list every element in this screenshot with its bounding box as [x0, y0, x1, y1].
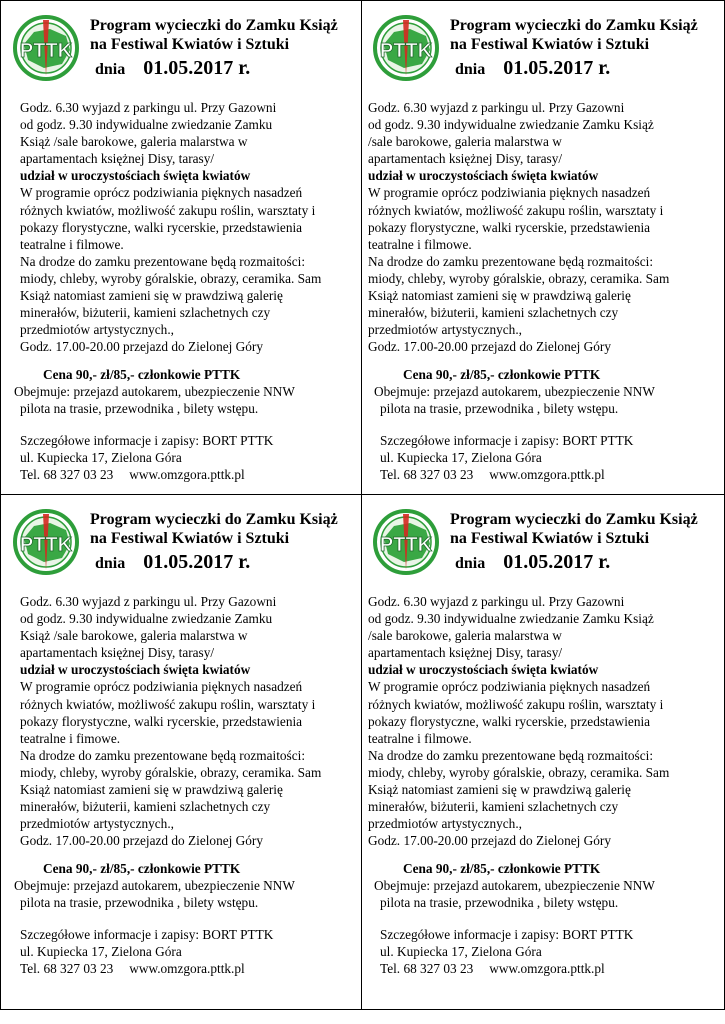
program-line: Książ natomiast zamieni się w prawdziwą galerię — [368, 288, 631, 304]
includes-line-2: pilota na trasie, przewodnika , bilety wstępu. — [20, 401, 259, 416]
flyer-3 — [0, 494, 361, 988]
info-line-1: Szczegółowe informacje i zapisy: BORT PTTK — [20, 433, 274, 448]
program-line: Godz. 17.00-20.00 przejazd do Zielonej Góry — [368, 833, 611, 849]
program-line: Godz. 6.30 wyjazd z parkingu ul. Przy Gazowni — [368, 594, 625, 609]
info-line-2: ul. Kupiecka 17, Zielona Góra — [380, 944, 542, 959]
date-value: 01.05.2017 r. — [503, 551, 611, 573]
program-line: Godz. 6.30 wyjazd z parkingu ul. Przy Gazowni — [20, 100, 277, 115]
trip-date — [95, 57, 250, 80]
program-line: różnych kwiatów, możliwość zakupu roślin, warsztaty i — [368, 202, 664, 218]
program-line: przedmiotów artystycznych., — [20, 322, 174, 338]
border-bottom — [0, 1009, 725, 1010]
program-line: miody, chleby, wyroby góralskie, obrazy, ceramika. Sam — [368, 270, 670, 286]
program-highlight: udział w uroczystościach święta kwiatów — [20, 168, 251, 184]
program-line: Książ /sale barokowe, galeria malarstwa w — [20, 628, 248, 644]
contact-info — [380, 432, 633, 483]
program-line: W programie oprócz podziwiania pięknych nasadzeń — [368, 185, 651, 201]
logo-text: PTTK — [379, 534, 433, 556]
title-line-2: na Festiwal Kwiatów i Sztuki — [90, 36, 290, 53]
program-line: pokazy florystyczne, walki rycerskie, przedstawienia — [368, 219, 651, 235]
phone-number: Tel. 68 327 03 23 — [20, 467, 114, 482]
flyer-1 — [0, 0, 361, 494]
pttk-logo-icon — [10, 14, 82, 82]
program-line: od godz. 9.30 indywidualne zwiedzanie Zamku — [20, 611, 273, 627]
title-line-2: na Festiwal Kwiatów i Sztuki — [450, 36, 650, 53]
program-line: W programie oprócz podziwiania pięknych nasadzeń — [20, 185, 303, 201]
includes — [374, 383, 655, 417]
program-line: /sale barokowe, galeria malarstwa w — [368, 134, 562, 150]
phone-number: Tel. 68 327 03 23 — [380, 467, 474, 482]
program-line: różnych kwiatów, możliwość zakupu roślin, warsztaty i — [20, 696, 316, 712]
program-line: minerałów, biżuterii, kamieni szlachetnych czy — [368, 799, 619, 815]
program-line: Na drodze do zamku prezentowane będą rozmaitości: — [20, 253, 306, 269]
phone-number: Tel. 68 327 03 23 — [20, 961, 114, 976]
date-value: 01.05.2017 r. — [143, 551, 251, 573]
info-line-2: ul. Kupiecka 17, Zielona Góra — [20, 450, 182, 465]
website-link[interactable]: www.omzgora.pttk.pl — [129, 467, 245, 482]
includes-line-1: Obejmuje: przejazd autokarem, ubezpieczenie NNW — [374, 878, 655, 893]
program-line: Na drodze do zamku prezentowane będą rozmaitości: — [20, 747, 306, 763]
program-body — [20, 593, 360, 849]
pttk-logo-icon — [10, 508, 82, 576]
program-line: apartamentach księżnej Disy, tarasy/ — [20, 645, 215, 661]
includes — [14, 383, 295, 417]
program-line: od godz. 9.30 indywidualne zwiedzanie Zamku Książ — [368, 611, 654, 627]
contact-info — [20, 432, 273, 483]
program-line: miody, chleby, wyroby góralskie, obrazy, ceramika. Sam — [368, 764, 670, 780]
program-line: Godz. 17.00-20.00 przejazd do Zielonej Góry — [20, 833, 263, 849]
program-line: Książ natomiast zamieni się w prawdziwą galerię — [20, 288, 283, 304]
program-line: minerałów, biżuterii, kamieni szlachetnych czy — [20, 799, 271, 815]
program-line: Godz. 17.00-20.00 przejazd do Zielonej Góry — [368, 339, 611, 355]
program-body — [368, 593, 708, 849]
program-line: minerałów, biżuterii, kamieni szlachetnych czy — [20, 305, 271, 321]
date-label: dnia — [95, 555, 126, 572]
program-line: teatralne i filmowe. — [368, 236, 472, 252]
program-line: różnych kwiatów, możliwość zakupu roślin, warsztaty i — [368, 696, 664, 712]
program-line: pokazy florystyczne, walki rycerskie, przedstawienia — [20, 219, 303, 235]
logo-text: PTTK — [19, 40, 73, 62]
price-line: Cena 90,- zł/85,- członkowie PTTK — [43, 861, 241, 876]
includes-line-1: Obejmuje: przejazd autokarem, ubezpieczenie NNW — [14, 878, 295, 893]
program-body — [20, 99, 360, 355]
title-line-1: Program wycieczki do Zamku Książ — [90, 17, 338, 34]
flyer-title — [90, 510, 360, 548]
date-label: dnia — [455, 555, 486, 572]
program-line: teatralne i filmowe. — [368, 730, 472, 746]
title-line-2: na Festiwal Kwiatów i Sztuki — [450, 530, 650, 547]
price-line: Cena 90,- zł/85,- członkowie PTTK — [43, 367, 241, 382]
website-link[interactable]: www.omzgora.pttk.pl — [489, 961, 605, 976]
price-line: Cena 90,- zł/85,- członkowie PTTK — [403, 367, 601, 382]
info-line-1: Szczegółowe informacje i zapisy: BORT PTTK — [20, 927, 274, 942]
includes — [14, 877, 295, 911]
contact-info — [20, 926, 273, 977]
program-line: apartamentach księżnej Disy, tarasy/ — [368, 151, 563, 167]
program-line: pokazy florystyczne, walki rycerskie, przedstawienia — [368, 713, 651, 729]
title-line-1: Program wycieczki do Zamku Książ — [450, 17, 698, 34]
program-line: apartamentach księżnej Disy, tarasy/ — [20, 151, 215, 167]
trip-date — [95, 551, 250, 574]
program-line: od godz. 9.30 indywidualne zwiedzanie Zamku Książ — [368, 117, 654, 133]
program-line: Książ /sale barokowe, galeria malarstwa w — [20, 134, 248, 150]
flyer-4 — [360, 494, 721, 988]
info-line-1: Szczegółowe informacje i zapisy: BORT PTTK — [380, 927, 634, 942]
program-line: apartamentach księżnej Disy, tarasy/ — [368, 645, 563, 661]
program-line: W programie oprócz podziwiania pięknych nasadzeń — [20, 679, 303, 695]
program-line: Godz. 17.00-20.00 przejazd do Zielonej Góry — [20, 339, 263, 355]
program-line: pokazy florystyczne, walki rycerskie, przedstawienia — [20, 713, 303, 729]
program-line: od godz. 9.30 indywidualne zwiedzanie Zamku — [20, 117, 273, 133]
program-line: Książ natomiast zamieni się w prawdziwą galerię — [368, 782, 631, 798]
includes-line-2: pilota na trasie, przewodnika , bilety wstępu. — [380, 895, 619, 910]
price-line: Cena 90,- zł/85,- członkowie PTTK — [403, 861, 601, 876]
includes — [374, 877, 655, 911]
title-line-1: Program wycieczki do Zamku Książ — [90, 511, 338, 528]
date-label: dnia — [455, 61, 486, 78]
flyer-title — [450, 16, 720, 54]
flyer-title — [450, 510, 720, 548]
program-line: przedmiotów artystycznych., — [368, 322, 522, 338]
program-highlight: udział w uroczystościach święta kwiatów — [368, 662, 599, 678]
title-line-1: Program wycieczki do Zamku Książ — [450, 511, 698, 528]
includes-line-2: pilota na trasie, przewodnika , bilety wstępu. — [20, 895, 259, 910]
program-line: różnych kwiatów, możliwość zakupu roślin, warsztaty i — [20, 202, 316, 218]
contact-info — [380, 926, 633, 977]
program-line: miody, chleby, wyroby góralskie, obrazy, ceramika. Sam — [20, 764, 322, 780]
flyer-title — [90, 16, 360, 54]
info-line-2: ul. Kupiecka 17, Zielona Góra — [20, 944, 182, 959]
program-line: przedmiotów artystycznych., — [368, 816, 522, 832]
date-value: 01.05.2017 r. — [503, 57, 611, 79]
info-line-1: Szczegółowe informacje i zapisy: BORT PTTK — [380, 433, 634, 448]
logo-text: PTTK — [19, 534, 73, 556]
program-line: minerałów, biżuterii, kamieni szlachetnych czy — [368, 305, 619, 321]
pttk-logo-icon — [370, 508, 442, 576]
program-line: teatralne i filmowe. — [20, 236, 124, 252]
website-link[interactable]: www.omzgora.pttk.pl — [489, 467, 605, 482]
program-highlight: udział w uroczystościach święta kwiatów — [368, 168, 599, 184]
logo-text: PTTK — [379, 40, 433, 62]
includes-line-1: Obejmuje: przejazd autokarem, ubezpieczenie NNW — [14, 384, 295, 399]
website-link[interactable]: www.omzgora.pttk.pl — [129, 961, 245, 976]
contact-line — [380, 960, 633, 977]
program-line: przedmiotów artystycznych., — [20, 816, 174, 832]
program-line: Godz. 6.30 wyjazd z parkingu ul. Przy Gazowni — [20, 594, 277, 609]
pttk-logo-icon — [370, 14, 442, 82]
program-line: W programie oprócz podziwiania pięknych nasadzeń — [368, 679, 651, 695]
date-label: dnia — [95, 61, 126, 78]
contact-line — [20, 960, 273, 977]
program-body — [368, 99, 708, 355]
includes-line-2: pilota na trasie, przewodnika , bilety wstępu. — [380, 401, 619, 416]
title-line-2: na Festiwal Kwiatów i Sztuki — [90, 530, 290, 547]
flyer-2 — [360, 0, 721, 494]
includes-line-1: Obejmuje: przejazd autokarem, ubezpieczenie NNW — [374, 384, 655, 399]
program-line: miody, chleby, wyroby góralskie, obrazy, ceramika. Sam — [20, 270, 322, 286]
phone-number: Tel. 68 327 03 23 — [380, 961, 474, 976]
date-value: 01.05.2017 r. — [143, 57, 251, 79]
program-line: Książ natomiast zamieni się w prawdziwą galerię — [20, 782, 283, 798]
program-line: Na drodze do zamku prezentowane będą rozmaitości: — [368, 747, 654, 763]
program-line: Godz. 6.30 wyjazd z parkingu ul. Przy Gazowni — [368, 100, 625, 115]
contact-line — [380, 466, 633, 483]
program-line: Na drodze do zamku prezentowane będą rozmaitości: — [368, 253, 654, 269]
info-line-2: ul. Kupiecka 17, Zielona Góra — [380, 450, 542, 465]
program-line: /sale barokowe, galeria malarstwa w — [368, 628, 562, 644]
trip-date — [455, 551, 610, 574]
contact-line — [20, 466, 273, 483]
trip-date — [455, 57, 610, 80]
program-highlight: udział w uroczystościach święta kwiatów — [20, 662, 251, 678]
program-line: teatralne i fimowe. — [20, 730, 121, 746]
